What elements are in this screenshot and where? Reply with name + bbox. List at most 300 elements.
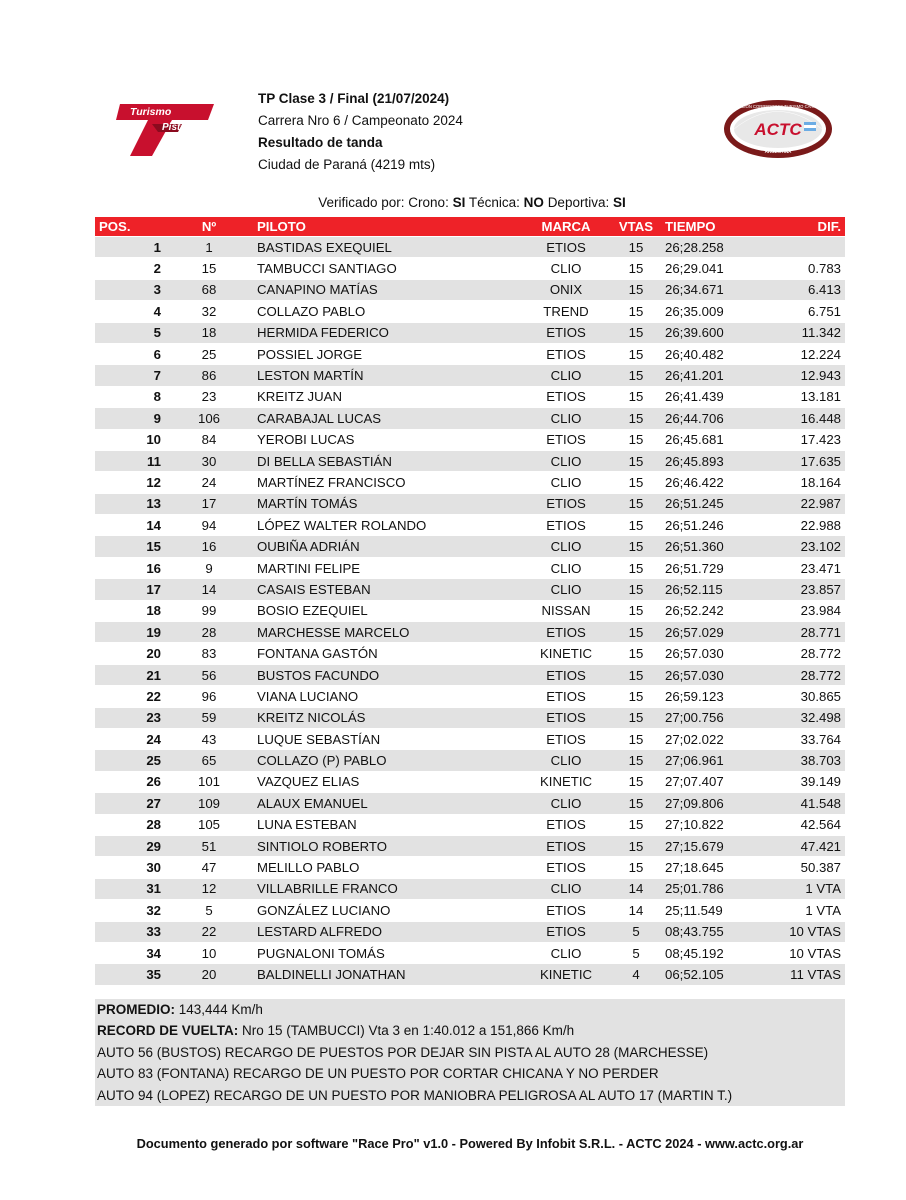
verification-crono: SI (452, 195, 466, 210)
cell-piloto: TAMBUCCI SANTIAGO (253, 258, 521, 279)
cell-tiempo: 27;15.679 (661, 835, 757, 856)
cell-marca: TREND (521, 301, 611, 322)
cell-dif: 23.984 (757, 600, 845, 621)
cell-piloto: VILLABRILLE FRANCO (253, 878, 521, 899)
table-row (95, 771, 845, 792)
col-marca: MARCA (521, 217, 611, 237)
cell-tiempo: 27;18.645 (661, 857, 757, 878)
cell-marca: ETIOS (521, 814, 611, 835)
cell-tiempo: 27;09.806 (661, 793, 757, 814)
result-subtitle: Resultado de tanda (258, 135, 383, 150)
cell-vtas: 14 (611, 900, 661, 921)
cell-pos: 34 (95, 942, 165, 963)
cell-dif: 22.988 (757, 515, 845, 536)
cell-num: 106 (165, 408, 253, 429)
col-pos: POS. (95, 217, 165, 237)
cell-piloto: LUNA ESTEBAN (253, 814, 521, 835)
cell-piloto: POSSIEL JORGE (253, 343, 521, 364)
cell-tiempo: 27;06.961 (661, 750, 757, 771)
cell-num: 1 (165, 237, 253, 258)
table-row (95, 664, 845, 685)
cell-piloto: LÓPEZ WALTER ROLANDO (253, 515, 521, 536)
cell-dif: 11 VTAS (757, 964, 845, 985)
cell-vtas: 15 (611, 515, 661, 536)
cell-dif: 28.772 (757, 664, 845, 685)
cell-tiempo: 27;07.407 (661, 771, 757, 792)
cell-dif: 0.783 (757, 258, 845, 279)
cell-tiempo: 25;01.786 (661, 878, 757, 899)
cell-piloto: VAZQUEZ ELIAS (253, 771, 521, 792)
promedio-line (95, 999, 845, 1020)
summary-box (95, 999, 845, 1106)
cell-num: 47 (165, 857, 253, 878)
cell-marca: ETIOS (521, 622, 611, 643)
cell-piloto: BASTIDAS EXEQUIEL (253, 237, 521, 258)
event-title: TP Clase 3 / Final (21/07/2024) (258, 91, 450, 106)
table-row (95, 237, 845, 258)
cell-piloto: LESTARD ALFREDO (253, 921, 521, 942)
cell-dif: 1 VTA (757, 878, 845, 899)
cell-dif: 50.387 (757, 857, 845, 878)
cell-pos: 33 (95, 921, 165, 942)
actc-logo-ring: ASOCIACION CORREDORES TURISMO CARRETERA (725, 104, 831, 109)
cell-num: 105 (165, 814, 253, 835)
cell-pos: 24 (95, 728, 165, 749)
cell-piloto: CANAPINO MATÍAS (253, 279, 521, 300)
cell-tiempo: 26;41.439 (661, 386, 757, 407)
cell-marca: CLIO (521, 878, 611, 899)
document-header (258, 88, 463, 176)
cell-num: 20 (165, 964, 253, 985)
cell-pos: 5 (95, 322, 165, 343)
cell-pos: 22 (95, 686, 165, 707)
cell-num: 94 (165, 515, 253, 536)
actc-logo (722, 98, 834, 160)
cell-dif: 13.181 (757, 386, 845, 407)
cell-dif: 38.703 (757, 750, 845, 771)
cell-marca: CLIO (521, 793, 611, 814)
cell-num: 15 (165, 258, 253, 279)
cell-num: 43 (165, 728, 253, 749)
cell-pos: 9 (95, 408, 165, 429)
table-row (95, 643, 845, 664)
cell-tiempo: 08;43.755 (661, 921, 757, 942)
cell-vtas: 15 (611, 386, 661, 407)
cell-num: 28 (165, 622, 253, 643)
cell-num: 56 (165, 664, 253, 685)
table-row (95, 814, 845, 835)
actc-logo-country: ARGENTINA (764, 149, 792, 154)
cell-pos: 12 (95, 472, 165, 493)
table-row (95, 878, 845, 899)
cell-piloto: MARTÍN TOMÁS (253, 493, 521, 514)
table-row (95, 408, 845, 429)
cell-vtas: 15 (611, 643, 661, 664)
table-row (95, 429, 845, 450)
cell-num: 96 (165, 686, 253, 707)
cell-dif: 6.751 (757, 301, 845, 322)
cell-piloto: GONZÁLEZ LUCIANO (253, 900, 521, 921)
table-row (95, 835, 845, 856)
cell-pos: 15 (95, 536, 165, 557)
col-piloto: PILOTO (253, 217, 521, 237)
cell-marca: NISSAN (521, 600, 611, 621)
cell-tiempo: 27;00.756 (661, 707, 757, 728)
cell-marca: CLIO (521, 942, 611, 963)
cell-pos: 26 (95, 771, 165, 792)
cell-dif: 1 VTA (757, 900, 845, 921)
cell-pos: 20 (95, 643, 165, 664)
cell-num: 25 (165, 343, 253, 364)
cell-num: 59 (165, 707, 253, 728)
cell-dif: 41.548 (757, 793, 845, 814)
table-row (95, 728, 845, 749)
cell-tiempo: 26;45.893 (661, 450, 757, 471)
cell-piloto: CARABAJAL LUCAS (253, 408, 521, 429)
cell-marca: CLIO (521, 408, 611, 429)
cell-num: 22 (165, 921, 253, 942)
cell-marca: ETIOS (521, 857, 611, 878)
cell-vtas: 15 (611, 258, 661, 279)
cell-vtas: 15 (611, 664, 661, 685)
cell-tiempo: 08;45.192 (661, 942, 757, 963)
cell-num: 86 (165, 365, 253, 386)
cell-num: 65 (165, 750, 253, 771)
cell-num: 68 (165, 279, 253, 300)
cell-tiempo: 26;29.041 (661, 258, 757, 279)
table-row (95, 579, 845, 600)
cell-piloto: OUBIÑA ADRIÁN (253, 536, 521, 557)
cell-piloto: YEROBI LUCAS (253, 429, 521, 450)
cell-vtas: 15 (611, 237, 661, 258)
cell-tiempo: 26;45.681 (661, 429, 757, 450)
cell-dif: 22.987 (757, 493, 845, 514)
cell-pos: 27 (95, 793, 165, 814)
cell-marca: KINETIC (521, 964, 611, 985)
table-row (95, 279, 845, 300)
cell-num: 18 (165, 322, 253, 343)
cell-num: 101 (165, 771, 253, 792)
cell-marca: ETIOS (521, 921, 611, 942)
col-tiempo: TIEMPO (661, 217, 757, 237)
cell-dif: 6.413 (757, 279, 845, 300)
col-num: Nº (165, 217, 253, 237)
cell-tiempo: 06;52.105 (661, 964, 757, 985)
cell-num: 84 (165, 429, 253, 450)
record-line (95, 1020, 845, 1041)
cell-tiempo: 26;41.201 (661, 365, 757, 386)
cell-tiempo: 26;28.258 (661, 237, 757, 258)
cell-pos: 13 (95, 493, 165, 514)
cell-tiempo: 26;39.600 (661, 322, 757, 343)
cell-tiempo: 26;51.245 (661, 493, 757, 514)
promedio-value: 143,444 Km/h (178, 1002, 263, 1017)
cell-tiempo: 26;46.422 (661, 472, 757, 493)
col-vtas: VTAS (611, 217, 661, 237)
cell-dif: 42.564 (757, 814, 845, 835)
cell-num: 23 (165, 386, 253, 407)
table-row (95, 301, 845, 322)
cell-marca: ETIOS (521, 835, 611, 856)
table-row (95, 258, 845, 279)
cell-marca: ETIOS (521, 493, 611, 514)
penalty-note: AUTO 56 (BUSTOS) RECARGO DE PUESTOS POR DEJAR SIN PISTA AL AUTO 28 (MARCHESSE) (97, 1044, 709, 1060)
cell-num: 51 (165, 835, 253, 856)
cell-vtas: 15 (611, 793, 661, 814)
cell-pos: 30 (95, 857, 165, 878)
cell-vtas: 15 (611, 814, 661, 835)
verification-tecnica: NO (523, 195, 544, 210)
turismo-pista-logo (112, 100, 216, 158)
cell-piloto: DI BELLA SEBASTIÁN (253, 450, 521, 471)
cell-marca: CLIO (521, 258, 611, 279)
cell-piloto: MARTINI FELIPE (253, 557, 521, 578)
cell-num: 5 (165, 900, 253, 921)
cell-pos: 25 (95, 750, 165, 771)
cell-vtas: 15 (611, 557, 661, 578)
results-table (95, 217, 845, 985)
penalty-note: AUTO 94 (LOPEZ) RECARGO DE UN PUESTO POR MANIOBRA PELIGROSA AL AUTO 17 (MARTIN T.) (97, 1087, 733, 1103)
cell-tiempo: 26;51.729 (661, 557, 757, 578)
table-row (95, 900, 845, 921)
cell-dif: 12.943 (757, 365, 845, 386)
cell-vtas: 15 (611, 343, 661, 364)
table-row (95, 515, 845, 536)
cell-dif: 39.149 (757, 771, 845, 792)
cell-marca: CLIO (521, 536, 611, 557)
cell-num: 109 (165, 793, 253, 814)
penalty-note: AUTO 83 (FONTANA) RECARGO DE UN PUESTO POR CORTAR CHICANA Y NO PERDER (97, 1066, 659, 1082)
cell-dif: 23.857 (757, 579, 845, 600)
cell-pos: 6 (95, 343, 165, 364)
cell-marca: CLIO (521, 472, 611, 493)
cell-piloto: VIANA LUCIANO (253, 686, 521, 707)
cell-dif: 47.421 (757, 835, 845, 856)
cell-dif: 18.164 (757, 472, 845, 493)
cell-pos: 29 (95, 835, 165, 856)
table-row (95, 964, 845, 985)
cell-marca: CLIO (521, 579, 611, 600)
cell-piloto: SINTIOLO ROBERTO (253, 835, 521, 856)
table-row (95, 942, 845, 963)
cell-tiempo: 26;34.671 (661, 279, 757, 300)
cell-pos: 8 (95, 386, 165, 407)
cell-piloto: LUQUE SEBASTÍAN (253, 728, 521, 749)
cell-dif: 28.772 (757, 643, 845, 664)
cell-piloto: PUGNALONI TOMÁS (253, 942, 521, 963)
cell-vtas: 15 (611, 750, 661, 771)
table-row (95, 343, 845, 364)
cell-num: 24 (165, 472, 253, 493)
cell-tiempo: 26;52.115 (661, 579, 757, 600)
cell-vtas: 15 (611, 835, 661, 856)
cell-vtas: 5 (611, 942, 661, 963)
cell-pos: 23 (95, 707, 165, 728)
cell-vtas: 15 (611, 622, 661, 643)
table-row (95, 557, 845, 578)
cell-piloto: KREITZ JUAN (253, 386, 521, 407)
cell-pos: 3 (95, 279, 165, 300)
cell-vtas: 15 (611, 493, 661, 514)
cell-num: 99 (165, 600, 253, 621)
document-footer: Documento generado por software "Race Pro" v1.0 - Powered By Infobit S.R.L. - ACTC 2024 - www.actc.org.ar (136, 1136, 804, 1151)
cell-vtas: 15 (611, 408, 661, 429)
table-row (95, 365, 845, 386)
cell-marca: ETIOS (521, 728, 611, 749)
table-row (95, 686, 845, 707)
logo-text-pista: Pista (162, 122, 186, 133)
cell-pos: 4 (95, 301, 165, 322)
cell-pos: 32 (95, 900, 165, 921)
cell-tiempo: 26;40.482 (661, 343, 757, 364)
record-label: RECORD DE VUELTA: (97, 1023, 239, 1039)
cell-piloto: LESTON MARTÍN (253, 365, 521, 386)
cell-dif: 16.448 (757, 408, 845, 429)
cell-dif: 33.764 (757, 728, 845, 749)
cell-marca: CLIO (521, 750, 611, 771)
verification-line (0, 195, 906, 210)
cell-piloto: MARCHESSE MARCELO (253, 622, 521, 643)
cell-dif: 32.498 (757, 707, 845, 728)
table-row (95, 921, 845, 942)
cell-piloto: BUSTOS FACUNDO (253, 664, 521, 685)
cell-dif: 23.102 (757, 536, 845, 557)
cell-vtas: 4 (611, 964, 661, 985)
cell-vtas: 15 (611, 707, 661, 728)
cell-marca: ETIOS (521, 707, 611, 728)
cell-vtas: 15 (611, 429, 661, 450)
table-row (95, 472, 845, 493)
cell-tiempo: 26;57.029 (661, 622, 757, 643)
table-row (95, 857, 845, 878)
cell-dif: 17.635 (757, 450, 845, 471)
table-row (95, 793, 845, 814)
cell-tiempo: 26;57.030 (661, 643, 757, 664)
logo-text-turismo: Turismo (130, 106, 172, 118)
cell-tiempo: 27;02.022 (661, 728, 757, 749)
cell-pos: 35 (95, 964, 165, 985)
cell-num: 16 (165, 536, 253, 557)
table-row (95, 707, 845, 728)
cell-marca: CLIO (521, 365, 611, 386)
cell-piloto: KREITZ NICOLÁS (253, 707, 521, 728)
cell-marca: KINETIC (521, 643, 611, 664)
cell-tiempo: 26;57.030 (661, 664, 757, 685)
cell-tiempo: 26;51.360 (661, 536, 757, 557)
record-value: Nro 15 (TAMBUCCI) Vta 3 en 1:40.012 a 151,866 Km/h (242, 1023, 575, 1039)
cell-num: 12 (165, 878, 253, 899)
cell-vtas: 15 (611, 771, 661, 792)
col-dif: DIF. (757, 217, 845, 237)
cell-dif: 17.423 (757, 429, 845, 450)
cell-vtas: 15 (611, 579, 661, 600)
cell-pos: 31 (95, 878, 165, 899)
cell-vtas: 15 (611, 322, 661, 343)
cell-piloto: MELILLO PABLO (253, 857, 521, 878)
cell-dif: 23.471 (757, 557, 845, 578)
cell-vtas: 15 (611, 450, 661, 471)
results-body (95, 237, 845, 985)
table-row (95, 536, 845, 557)
cell-tiempo: 26;52.242 (661, 600, 757, 621)
actc-logo-text: ACTC (754, 120, 802, 139)
table-row (95, 322, 845, 343)
cell-tiempo: 26;44.706 (661, 408, 757, 429)
cell-piloto: HERMIDA FEDERICO (253, 322, 521, 343)
cell-dif (757, 237, 845, 258)
cell-vtas: 15 (611, 728, 661, 749)
table-row (95, 386, 845, 407)
cell-vtas: 14 (611, 878, 661, 899)
cell-marca: CLIO (521, 557, 611, 578)
cell-pos: 28 (95, 814, 165, 835)
results-header-row (95, 217, 845, 237)
cell-pos: 11 (95, 450, 165, 471)
cell-piloto: BALDINELLI JONATHAN (253, 964, 521, 985)
cell-pos: 19 (95, 622, 165, 643)
cell-marca: ETIOS (521, 343, 611, 364)
verification-tecnica-label: Técnica: (468, 195, 520, 210)
cell-vtas: 15 (611, 857, 661, 878)
cell-marca: ETIOS (521, 900, 611, 921)
cell-num: 14 (165, 579, 253, 600)
cell-pos: 21 (95, 664, 165, 685)
table-row (95, 750, 845, 771)
race-info: Carrera Nro 6 / Campeonato 2024 (258, 113, 463, 128)
table-row (95, 493, 845, 514)
cell-num: 32 (165, 301, 253, 322)
cell-vtas: 15 (611, 686, 661, 707)
cell-vtas: 15 (611, 536, 661, 557)
table-row (95, 450, 845, 471)
cell-marca: ETIOS (521, 237, 611, 258)
cell-vtas: 15 (611, 279, 661, 300)
cell-marca: ETIOS (521, 386, 611, 407)
cell-vtas: 15 (611, 365, 661, 386)
cell-dif: 28.771 (757, 622, 845, 643)
cell-marca: CLIO (521, 450, 611, 471)
cell-piloto: BOSIO EZEQUIEL (253, 600, 521, 621)
cell-marca: ETIOS (521, 664, 611, 685)
cell-marca: ONIX (521, 279, 611, 300)
cell-dif: 10 VTAS (757, 942, 845, 963)
cell-dif: 11.342 (757, 322, 845, 343)
cell-marca: ETIOS (521, 429, 611, 450)
cell-piloto: MARTÍNEZ FRANCISCO (253, 472, 521, 493)
cell-pos: 18 (95, 600, 165, 621)
cell-dif: 12.224 (757, 343, 845, 364)
cell-tiempo: 25;11.549 (661, 900, 757, 921)
cell-pos: 7 (95, 365, 165, 386)
cell-vtas: 15 (611, 301, 661, 322)
cell-marca: KINETIC (521, 771, 611, 792)
cell-tiempo: 27;10.822 (661, 814, 757, 835)
cell-tiempo: 26;59.123 (661, 686, 757, 707)
cell-vtas: 5 (611, 921, 661, 942)
cell-num: 10 (165, 942, 253, 963)
cell-piloto: COLLAZO (P) PABLO (253, 750, 521, 771)
verification-deportiva-label: Deportiva: (547, 195, 610, 210)
cell-pos: 14 (95, 515, 165, 536)
cell-tiempo: 26;35.009 (661, 301, 757, 322)
cell-piloto: ALAUX EMANUEL (253, 793, 521, 814)
cell-dif: 30.865 (757, 686, 845, 707)
cell-num: 17 (165, 493, 253, 514)
verification-prefix: Verificado por: Crono: (318, 195, 449, 210)
cell-pos: 2 (95, 258, 165, 279)
cell-pos: 17 (95, 579, 165, 600)
cell-pos: 16 (95, 557, 165, 578)
